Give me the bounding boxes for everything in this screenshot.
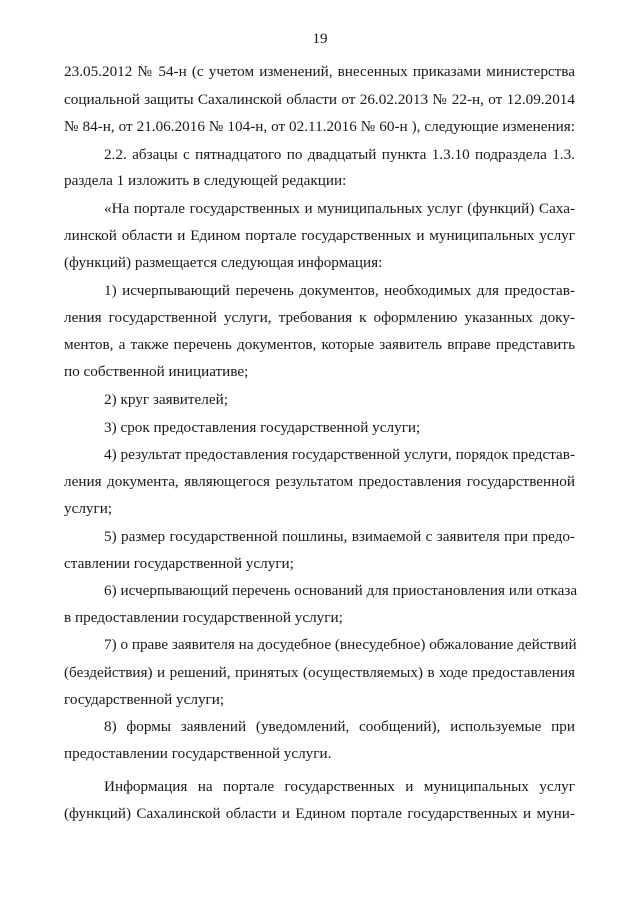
text-line: 2.2. абзацы с пятнадцатого по двадцатый пункта 1.3.10 подраздела 1.3. [104, 146, 575, 163]
text-line: 8) формы заявлений (уведомлений, сообщений), используемые при [104, 718, 575, 735]
text-line: 4) результат предоставления государственной услуги, порядок представ- [104, 446, 575, 463]
page-number: 19 [312, 31, 328, 47]
text-line: 7) о праве заявителя на досудебное (внесудебное) обжалование действий [104, 636, 577, 653]
text-line: № 84-н, от 21.06.2016 № 104-н, от 02.11.2016 № 60-н ), следующие изменения: [64, 118, 575, 135]
text-line: ления государственной услуги, требования к оформлению указанных доку- [64, 309, 575, 326]
text-line: государственной услуги; [64, 691, 225, 708]
text-line: услуги; [64, 500, 113, 517]
text-line: 23.05.2012 № 54-н (с учетом изменений, внесенных приказами министерства [64, 63, 575, 80]
text-line: 2) круг заявителей; [104, 391, 228, 408]
text-line: социальной защиты Сахалинской области от 26.02.2013 № 22-н, от 12.09.2014 [64, 91, 575, 108]
text-line: 1) исчерпывающий перечень документов, необходимых для предостав- [104, 282, 575, 299]
text-line: раздела 1 изложить в следующей редакции: [64, 172, 347, 189]
text-line: ментов, а также перечень документов, которые заявитель вправе представить [64, 336, 575, 353]
text-line: 5) размер государственной пошлины, взимаемой с заявителя при предо- [104, 528, 575, 545]
text-line: ставлении государственной услуги; [64, 555, 294, 572]
text-line: (бездействия) и решений, принятых (осуществляемых) в ходе предоставления [64, 664, 575, 681]
text-line: линской области и Едином портале государственных и муниципальных услуг [64, 227, 575, 244]
text-line: (функций) размещается следующая информация: [64, 254, 383, 271]
text-line: ления документа, являющегося результатом предоставления государственной [64, 473, 575, 490]
text-line: (функций) Сахалинской области и Едином портале государственных и муни- [64, 805, 575, 822]
text-line: 3) срок предоставления государственной услуги; [104, 419, 421, 436]
text-line: в предоставлении государственной услуги; [64, 609, 343, 626]
text-line: 6) исчерпывающий перечень оснований для приостановления или отказа [104, 582, 578, 599]
text-line: предоставлении государственной услуги. [64, 745, 332, 762]
text-line: по собственной инициативе; [64, 363, 249, 380]
text-line: «На портале государственных и муниципальных услуг (функций) Саха- [104, 200, 575, 217]
text-line: Информация на портале государственных и муниципальных услуг [104, 778, 575, 795]
